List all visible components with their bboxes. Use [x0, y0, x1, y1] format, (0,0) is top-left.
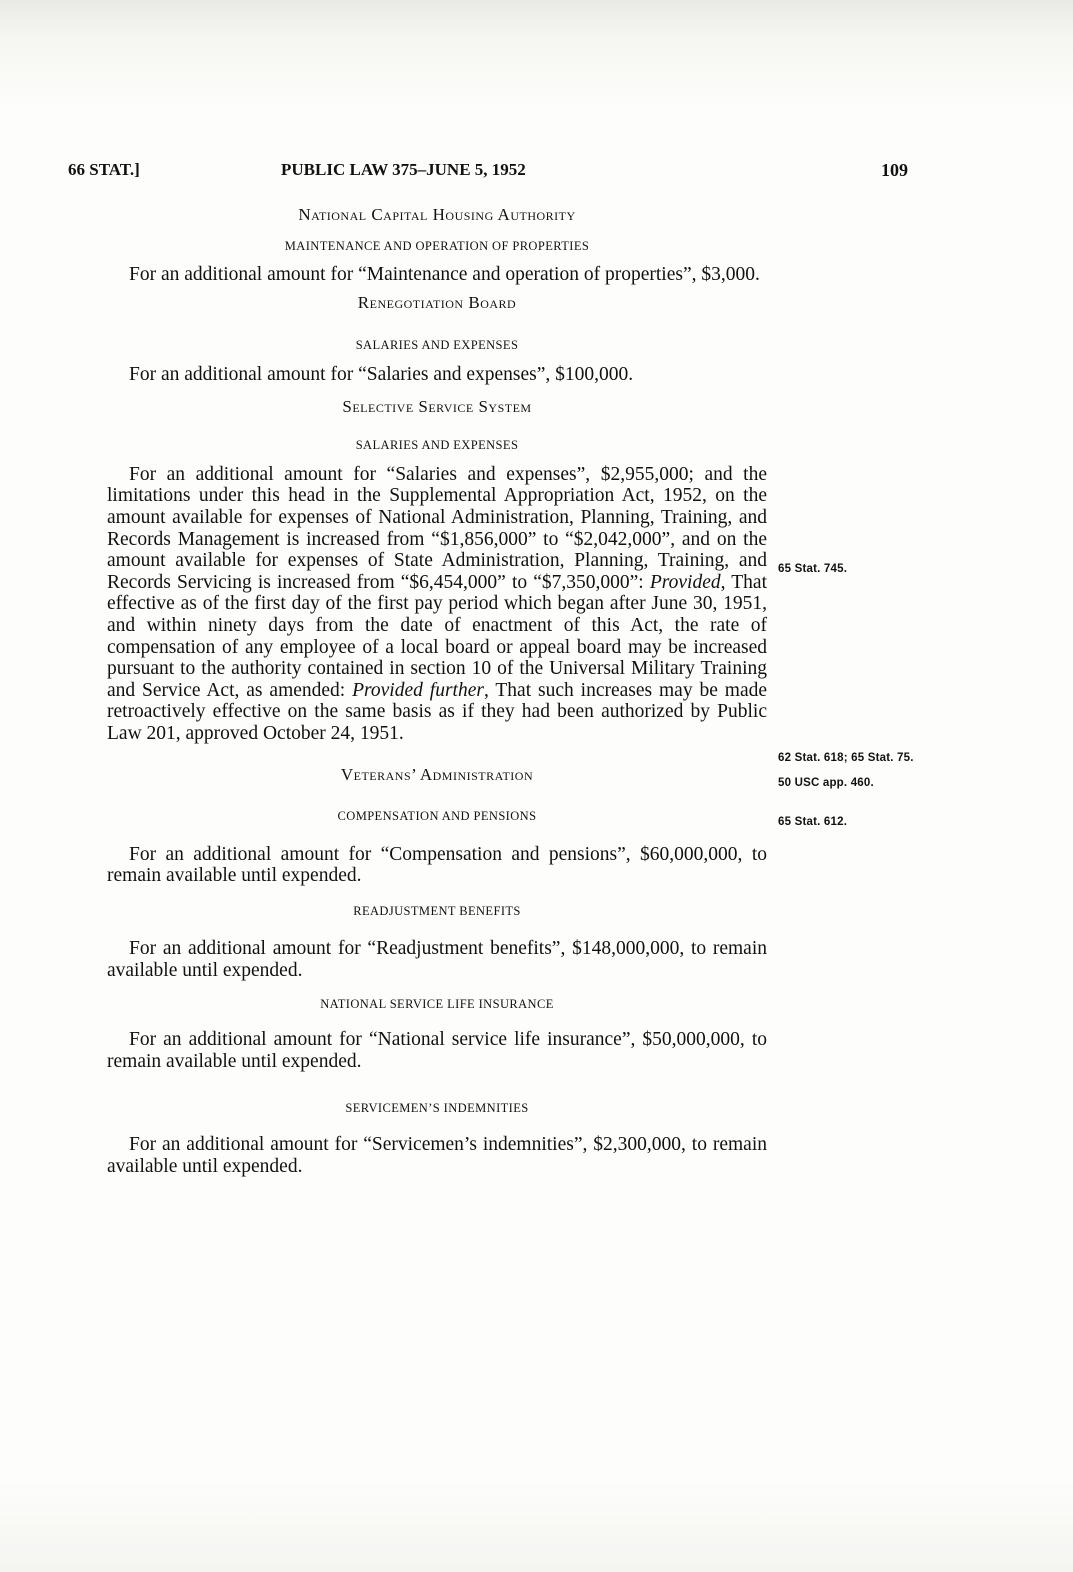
- margin-note: 65 Stat. 612.: [778, 816, 848, 828]
- paragraph: For an additional amount for “Compensation and pensions”, $60,000,000, to remain available until expended.: [107, 843, 767, 887]
- law-title: PUBLIC LAW 375–JUNE 5, 1952: [281, 160, 526, 179]
- subheading: COMPENSATION AND PENSIONS: [337, 809, 537, 824]
- margin-note: 50 USC app. 460.: [778, 777, 874, 789]
- running-header: [68, 160, 908, 184]
- paragraph: For an additional amount for “Readjustment benefits”, $148,000,000, to remain available until expended.: [107, 938, 767, 982]
- subheading: SERVICEMEN’S INDEMNITIES: [345, 1101, 529, 1116]
- paragraph: For an additional amount for “Maintenance and operation of properties”, $3,000.: [129, 264, 760, 286]
- paragraph: For an additional amount for “Salaries and expenses”, $100,000.: [129, 363, 634, 385]
- subheading: SALARIES AND EXPENSES: [355, 438, 519, 453]
- volume-citation: 66 STAT.]: [68, 160, 140, 179]
- agency-heading: National Capital Housing Authority: [298, 205, 576, 224]
- agency-heading: Renegotiation Board: [357, 292, 517, 312]
- main-column: [107, 204, 767, 1185]
- subheading: MAINTENANCE AND OPERATION OF PROPERTIES: [284, 238, 590, 253]
- paragraph: For an additional amount for “Salaries and expenses”, $2,955,000; and the limitations under this head in the Supplemental Appropriation Act, 1952, on the amount available for expenses of National Administration, Planning, Training, and Records Management is increased from “$1,856,000” to “$2,042,000”, and on the amount available for expenses of State Administration, Planning, Training, and Records Servicing is increased from “$6,454,000” to “$7,350,000”: Provided, That effective as of the first day of the first pay period which began after June 30, 1951, and within ninety days from the date of enactment of this Act, the rate of compensation of any employee of a local board or appeal board may be increased pursuant to the authority contained in section 10 of the Universal Military Training and Service Act, as amended: Provided further, That such increases may be made retroactively effective on the same basis as if they had been authorized by Public Law 201, approved October 24, 1951.: [107, 463, 768, 744]
- subheading: NATIONAL SERVICE LIFE INSURANCE: [320, 996, 554, 1011]
- agency-heading: Veterans’ Administration: [340, 765, 534, 785]
- subheading: READJUSTMENT BENEFITS: [353, 903, 521, 918]
- subheading: SALARIES AND EXPENSES: [355, 338, 519, 353]
- agency-heading: Selective Service System: [342, 396, 532, 416]
- paragraph: For an additional amount for “Servicemen’s indemnities”, $2,300,000, to remain available until expended.: [107, 1134, 767, 1177]
- paragraph: For an additional amount for “National service life insurance”, $50,000,000, to remain available until expended.: [107, 1029, 767, 1072]
- margin-note: 62 Stat. 618; 65 Stat. 75.: [778, 752, 914, 764]
- page-number: 109: [881, 160, 908, 180]
- margin-note: 65 Stat. 745.: [778, 563, 848, 575]
